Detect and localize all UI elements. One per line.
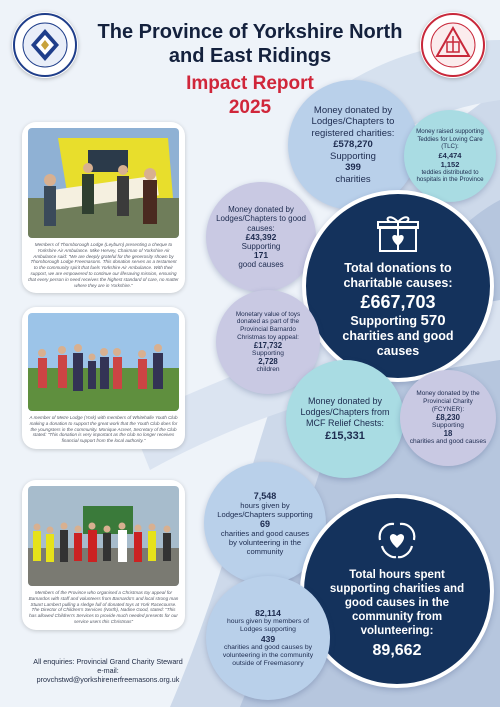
total-donations-supporting-row	[350, 313, 445, 329]
total-donations-label: Total donations to charitable causes:	[343, 261, 453, 290]
hours-lodges-causes-count: 69	[259, 518, 270, 529]
good-causes-text: good causes	[238, 260, 284, 270]
stat-total-donations	[302, 190, 494, 382]
good-causes-amount: £43,392	[245, 232, 277, 243]
toys-label: Monetary value of toys donated as part of the Provincial Barnardo Christmas toy appeal:	[235, 310, 301, 341]
hours-members-label: hours given by members of Lodges supporting	[227, 618, 309, 633]
total-hours-label: Total hours spent supporting charities and good causes in the community from volunteering:	[329, 569, 465, 637]
good-causes-label: Money donated by Lodges/Chapters to good causes:	[216, 204, 306, 233]
page-title: The Province of Yorkshire North and East Ridings	[97, 21, 403, 67]
footer-enquiries: All enquiries: Provincial Grand Charity Steward	[33, 657, 183, 666]
fcyner-supporting: Supporting	[432, 422, 464, 430]
hours-members-causes-count: 439	[260, 634, 276, 644]
toys-amount: £17,732	[253, 341, 283, 351]
toys-children: children	[256, 366, 280, 374]
total-donations-supporting: Supporting	[350, 314, 418, 328]
good-causes-count: 171	[253, 250, 269, 261]
hours-lodges-count: 7,548	[253, 490, 277, 501]
stat-total-hours	[300, 494, 494, 688]
gift-icon	[376, 213, 420, 253]
footer-email[interactable]: e-mail: provchstwd@yorkshirenerfreemasons.org.uk	[36, 666, 180, 684]
registered-count: 399	[345, 162, 361, 174]
toys-supporting: Supporting	[252, 350, 284, 358]
hands-heart-icon	[374, 520, 420, 560]
fcyner-amount: £8,230	[436, 413, 460, 423]
photo-caption-2: A member of Metre Lodge (York) with members of Whitehalle Youth Club making a donation to support the great work that the Youth Club does for the youngsters in the community. Monique Acreet, Secretary of the Club stated: "This donation is very important as the club no longer receives financial support from the local authority."	[29, 415, 178, 444]
registered-supporting: Supporting	[330, 150, 376, 162]
photo-caption-3: Members of the Province who organised a Christmas toy appeal for Barnardos with staff and volunteers from Barnardo's and local strong man Stuart Lambert pulling a sledge full of donated toys at York Racecourse. The Director of Children's Services (North), Nadine Good, stated: "This has allowed Children's Services to provide much needed presents for our service users this Christmas"	[28, 590, 179, 624]
registered-label: Money donated by Lodges/Chapters to registered charities:	[311, 104, 395, 139]
hours-members-count: 82,114	[255, 608, 281, 618]
fcyner-text: charities and good causes	[409, 438, 487, 446]
youth-club-photo	[28, 313, 179, 411]
total-donations-count: 570	[420, 312, 446, 329]
toys-count: 2,728	[258, 357, 278, 367]
registered-amount: £578,270	[333, 139, 373, 151]
stat-mcf-relief	[286, 360, 404, 478]
stat-teddies	[404, 110, 496, 202]
photo-card-youth-club	[22, 307, 185, 449]
fcyner-label: Money donated by the Provincial Charity (FCYNER):	[416, 390, 480, 413]
teddies-label: Money raised supporting Teddies for Loving Care (TLC):	[416, 128, 484, 151]
lodge-logo	[12, 12, 78, 78]
fcyner-count: 18	[443, 429, 453, 439]
mcf-amount: £15,331	[325, 429, 365, 442]
registered-charities-label: charities	[335, 173, 371, 185]
chapter-logo	[420, 12, 486, 78]
total-donations-amount: £667,703	[360, 292, 436, 312]
subtitle-line-1: Impact Report	[186, 73, 314, 94]
air-ambulance-photo	[28, 128, 179, 238]
stat-good-causes	[206, 182, 316, 292]
stat-fcyner	[400, 370, 496, 466]
toy-appeal-photo	[28, 486, 179, 586]
teddies-amount: £4,474	[438, 150, 462, 160]
photo-card-toy-appeal	[22, 480, 185, 630]
photo-caption-1: Members of Thornborough Lodge (Leyburn) presenting a cheque to Yorkshire Air Ambulance. Mike Hervey, Chairman of Yorkshire Air Ambulance said: "We are deeply grateful for the generosity shown by Thornborough Lodge Freemasons. This donation serves as a testament to the community spirit that fuels Yorkshire Air Ambulance. With their support, we are empowered to continue our lifesaving mission, ensuring that every person in need receives the highest standard of care, no matter where they are in Yorkshire."	[28, 242, 179, 288]
teddies-count: 1,152	[440, 159, 460, 169]
total-donations-text: charities and good causes	[342, 329, 454, 358]
photo-card-air-ambulance	[22, 122, 185, 293]
good-causes-supporting: Supporting	[241, 242, 281, 252]
report-subtitle	[160, 72, 340, 120]
teddies-description: teddies distributed to hospitals in the Province	[416, 168, 484, 184]
mcf-label: Money donated by Lodges/Chapters from MCF Relief Chests:	[300, 395, 390, 428]
hours-lodges-label: hours given by Lodges/Chapters supporting	[217, 500, 313, 519]
subtitle-line-2: 2025	[228, 97, 272, 118]
hours-members-text: charities and good causes by volunteering in the community outside of Freemasonry	[222, 644, 314, 667]
stat-hours-members	[206, 576, 330, 700]
footer-contact	[28, 657, 188, 684]
total-hours-amount: 89,662	[372, 642, 422, 659]
hours-lodges-text: charities and good causes by volunteering in the community	[220, 528, 310, 556]
